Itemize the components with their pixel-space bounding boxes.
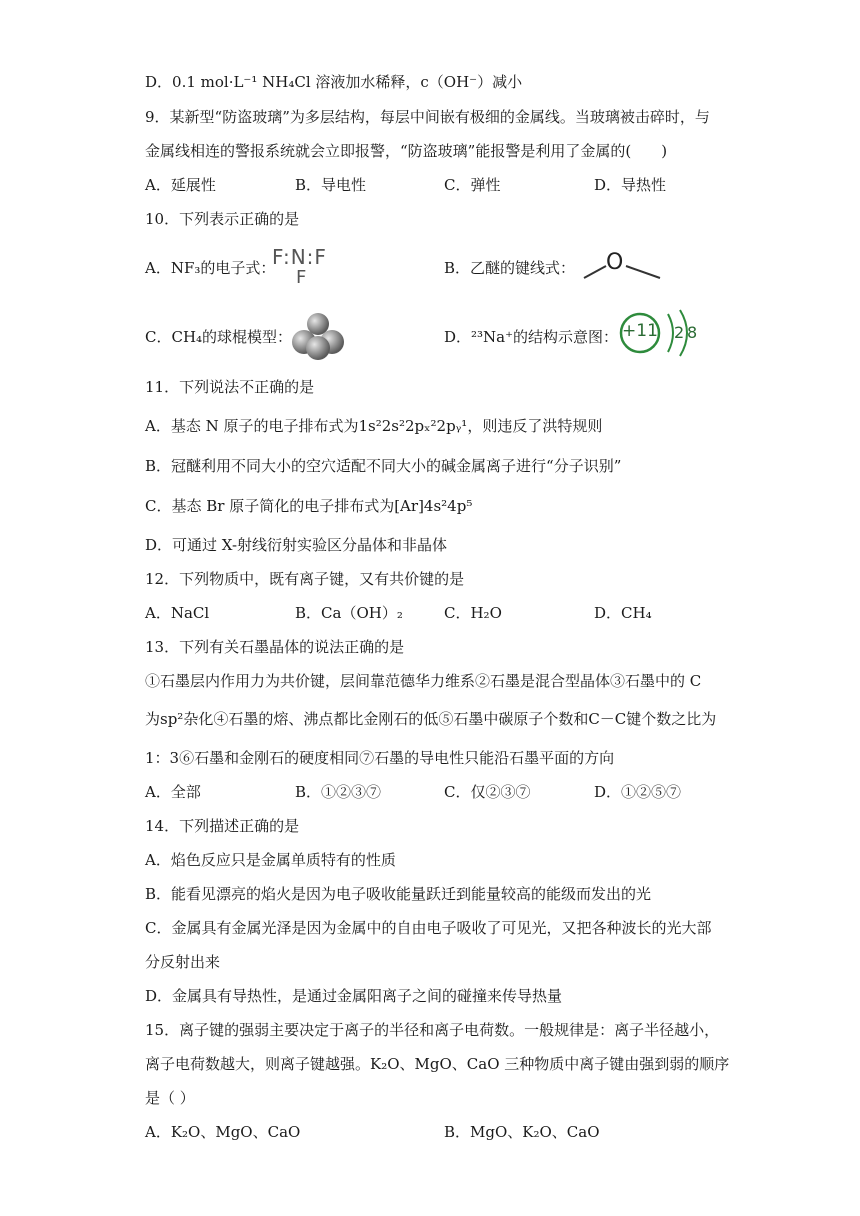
- ether-bond-left: [584, 266, 606, 278]
- q13-option-d: D．①②⑤⑦: [594, 783, 682, 801]
- ch4-model-svg: [288, 312, 348, 360]
- shell-1-count: 2: [674, 323, 685, 342]
- q9-option-d: D．导热性: [594, 176, 667, 194]
- na-ion-structure-image: [618, 306, 702, 358]
- q9-stem-line1: 9．某新型“防盗玻璃”为多层结构，每层中间嵌有极细的金属线。当玻璃被击碎时，与: [145, 108, 710, 126]
- q15-option-a: A．K₂O、MgO、CaO: [145, 1123, 301, 1141]
- q12-option-b: B．Ca（OH）₂: [295, 604, 403, 622]
- q14-option-a: A．焰色反应只是金属单质特有的性质: [145, 851, 396, 869]
- q8-option-d: D．0.1 mol·L⁻¹ NH₄Cl 溶液加水稀释，c（OH⁻）减小: [145, 73, 523, 91]
- q15-option-b: B．MgO、K₂O、CaO: [444, 1123, 600, 1141]
- q11-option-a: A．基态 N 原子的电子排布式为1s²2s²2pₓ²2pᵧ¹，则违反了洪特规则: [145, 417, 603, 435]
- q13-option-a: A．全部: [145, 783, 201, 801]
- q10-option-d: D．²³Na⁺的结构示意图：: [444, 328, 619, 346]
- q12-option-c: C．H₂O: [444, 604, 502, 622]
- q15-stem-line3: 是（ ）: [145, 1089, 195, 1107]
- q10-option-b: B．乙醚的键线式：: [444, 259, 576, 277]
- q13-statement-line1: ①石墨层内作用力为共价键，层间靠范德华力维系②石墨是混合型晶体③石墨中的 C: [145, 672, 702, 690]
- ch4-ball-stick-image: [288, 312, 348, 360]
- q14-option-b: B．能看见漂亮的焰火是因为电子吸收能量跃迁到能量较高的能级而发出的光: [145, 885, 652, 903]
- ch4-c-atom: [306, 336, 330, 360]
- q13-statement-line3: 1：3⑥石墨和金刚石的硬度相同⑦石墨的导电性只能沿石墨平面的方向: [145, 749, 615, 767]
- shell-2-count: 8: [687, 323, 698, 342]
- q13-stem: 13．下列有关石墨晶体的说法正确的是: [145, 638, 405, 656]
- q12-option-d: D．CH₄: [594, 604, 652, 622]
- ether-bond-right: [626, 266, 660, 278]
- ch4-h-atom-top: [307, 313, 329, 335]
- nf3-top-row: F:N:F: [272, 245, 327, 269]
- q9-option-a: A．延展性: [145, 176, 216, 194]
- nf3-electron-dot-image: [272, 245, 334, 290]
- ether-skeletal-image: [582, 248, 662, 282]
- q11-option-b: B．冠醚利用不同大小的空穴适配不同大小的碱金属离子进行“分子识别”: [145, 457, 622, 475]
- nf3-bottom-f: F: [296, 267, 307, 288]
- q11-option-d: D．可通过 X-射线衍射实验区分晶体和非晶体: [145, 536, 448, 554]
- q10-stem: 10．下列表示正确的是: [145, 210, 300, 228]
- q11-option-c: C．基态 Br 原子简化的电子排布式为[Ar]4s²4p⁵: [145, 497, 473, 515]
- ether-oxygen-label: O: [606, 250, 624, 275]
- q9-stem-line2: 金属线相连的警报系统就会立即报警，“防盗玻璃”能报警是利用了金属的( ): [145, 142, 668, 160]
- q9-option-b: B．导电性: [295, 176, 367, 194]
- electron-shell-1: [668, 314, 673, 352]
- q9-option-c: C．弹性: [444, 176, 501, 194]
- q15-stem-line1: 15．离子键的强弱主要决定于离子的半径和离子电荷数。一般规律是：离子半径越小，: [145, 1021, 720, 1039]
- q12-stem: 12．下列物质中，既有离子键，又有共价键的是: [145, 570, 465, 588]
- q11-stem: 11．下列说法不正确的是: [145, 378, 315, 396]
- q14-stem: 14．下列描述正确的是: [145, 817, 300, 835]
- q10-option-c: C．CH₄的球棍模型：: [145, 328, 293, 346]
- nucleus-charge: +11: [622, 321, 658, 341]
- q13-option-c: C．仅②③⑦: [444, 783, 531, 801]
- q14-option-c-line1: C．金属具有金属光泽是因为金属中的自由电子吸收了可见光，又把各种波长的光大部: [145, 919, 712, 937]
- q13-option-b: B．①②③⑦: [295, 783, 382, 801]
- q13-statement-line2: 为sp²杂化④石墨的熔、沸点都比金刚石的低⑤石墨中碳原子个数和C－C键个数之比为: [145, 710, 717, 728]
- q12-option-a: A．NaCl: [145, 604, 210, 622]
- q14-option-d: D．金属具有导热性，是通过金属阳离子之间的碰撞来传导热量: [145, 987, 563, 1005]
- q10-option-a: A．NF₃的电子式：: [145, 259, 276, 277]
- q14-option-c-line2: 分反射出来: [145, 953, 221, 971]
- q15-stem-line2: 离子电荷数越大，则离子键越强。K₂O、MgO、CaO 三种物质中离子键由强到弱的顺序: [145, 1055, 730, 1073]
